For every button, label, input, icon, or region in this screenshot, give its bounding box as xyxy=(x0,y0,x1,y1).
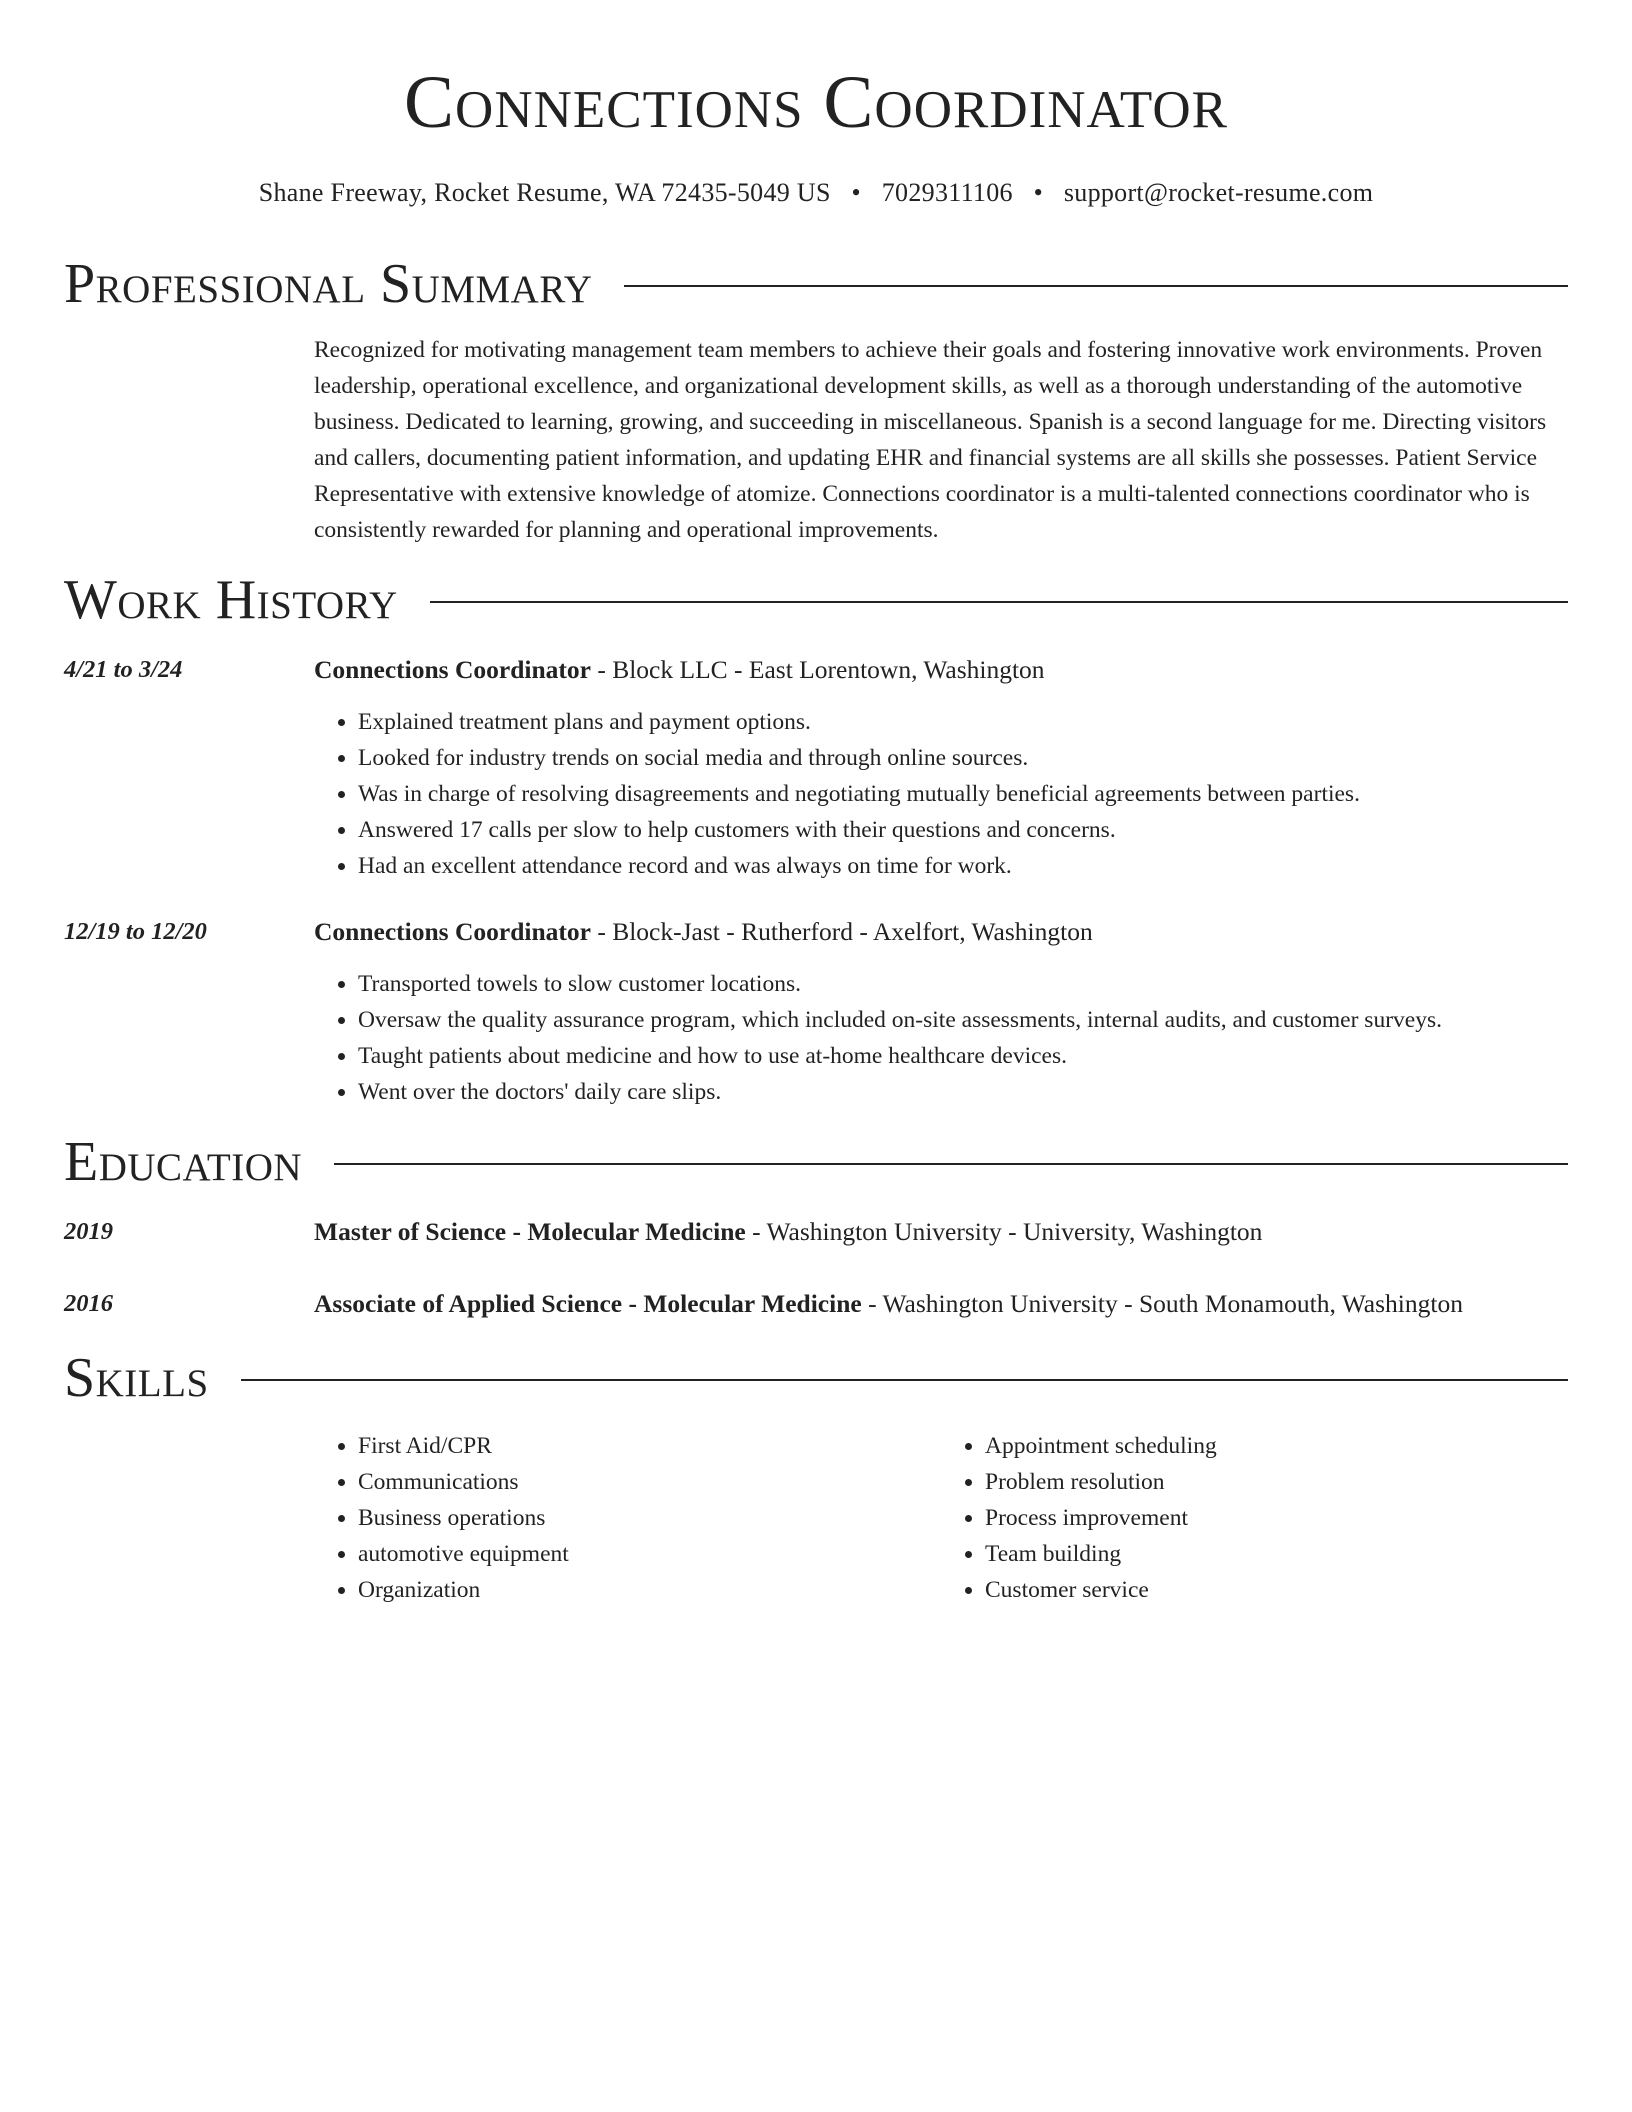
education-entry xyxy=(64,1214,1568,1250)
skills-list-left xyxy=(314,1428,941,1608)
list-item: • Communications xyxy=(358,1464,941,1500)
education-entry xyxy=(64,1286,1568,1322)
section-heading xyxy=(64,1344,1568,1412)
job-title-line xyxy=(314,652,1045,688)
work-history-section xyxy=(64,566,1568,1110)
section-divider xyxy=(430,601,1568,603)
job-role: Connections Coordinator xyxy=(314,917,591,946)
list-item: • automotive equipment xyxy=(358,1536,941,1572)
job-entry xyxy=(64,652,1568,884)
list-item: • Process improvement xyxy=(985,1500,1568,1536)
list-item: • Organization xyxy=(358,1572,941,1608)
list-item: • Team building xyxy=(985,1536,1568,1572)
contact-phone: 7029311106 xyxy=(881,178,1013,207)
education-section xyxy=(64,1128,1568,1322)
skills-grid xyxy=(314,1428,1568,1608)
list-item: • Went over the doctors' daily care slips. xyxy=(358,1074,1568,1110)
job-entry xyxy=(64,914,1568,1110)
skills-title: Skills xyxy=(64,1347,209,1409)
candidate-name: Connections Coordinator xyxy=(404,61,1228,144)
list-item: • Business operations xyxy=(358,1500,941,1536)
skills-section xyxy=(64,1344,1568,1608)
summary-section xyxy=(64,250,1568,548)
contact-address: Shane Freeway, Rocket Resume, WA 72435-5049 US xyxy=(258,178,831,207)
section-heading xyxy=(64,250,1568,318)
job-bullets xyxy=(314,966,1568,1110)
education-degree: Master of Science - Molecular Medicine xyxy=(314,1217,746,1246)
job-employer: - Block-Jast - Rutherford - Axelfort, Washington xyxy=(590,917,1093,946)
work-history-title: Work History xyxy=(64,569,398,631)
education-school: - Washington University - University, Washington xyxy=(745,1217,1263,1246)
list-item: • Explained treatment plans and payment options. xyxy=(358,704,1568,740)
list-item: • Appointment scheduling xyxy=(985,1428,1568,1464)
resume-header xyxy=(64,0,1568,210)
education-line xyxy=(314,1214,1262,1250)
job-dates: 4/21 to 3/24 xyxy=(64,656,183,683)
education-title: Education xyxy=(64,1131,303,1193)
contact-line xyxy=(64,176,1568,210)
education-school: - Washington University - South Monamouth, Washington xyxy=(861,1289,1463,1318)
list-item: • Oversaw the quality assurance program, which included on-site assessments, internal audits, and customer surveys. xyxy=(358,1002,1568,1038)
section-divider xyxy=(624,285,1568,287)
skills-list-right xyxy=(941,1428,1568,1608)
list-item: • Looked for industry trends on social media and through online sources. xyxy=(358,740,1568,776)
contact-email: support@rocket-resume.com xyxy=(1063,178,1374,207)
job-role: Connections Coordinator xyxy=(314,655,591,684)
list-item: • Taught patients about medicine and how to use at-home healthcare devices. xyxy=(358,1038,1568,1074)
list-item: • Transported towels to slow customer locations. xyxy=(358,966,1568,1002)
section-heading xyxy=(64,566,1568,634)
education-line xyxy=(314,1286,1463,1322)
list-item: • Customer service xyxy=(985,1572,1568,1608)
list-item: • Problem resolution xyxy=(985,1464,1568,1500)
job-bullets xyxy=(314,704,1568,884)
list-item: • First Aid/CPR xyxy=(358,1428,941,1464)
summary-text: Recognized for motivating management team members to achieve their goals and fostering innovative work environments. Proven leadership, operational excellence, and organizational development skills, as well as a thorough understanding of the automotive business. Dedicated to learning, growing, and succeeding in miscellaneous. Spanish is a second language for me. Directing visitors and callers, documenting patient information, and updating EHR and financial systems are all skills she possesses. Patient Service Representative with extensive knowledge of atomize. Connections coordinator is a multi-talented connections coordinator who is consistently rewarded for planning and operational improvements. xyxy=(314,337,1547,543)
job-employer: - Block LLC - East Lorentown, Washington xyxy=(590,655,1045,684)
job-dates: 12/19 to 12/20 xyxy=(64,918,207,945)
job-title-line xyxy=(314,914,1093,950)
list-item: • Had an excellent attendance record and was always on time for work. xyxy=(358,848,1568,884)
list-item: • Answered 17 calls per slow to help customers with their questions and concerns. xyxy=(358,812,1568,848)
section-divider xyxy=(334,1163,1568,1165)
section-divider xyxy=(241,1379,1568,1381)
education-degree: Associate of Applied Science - Molecular Medicine xyxy=(314,1289,862,1318)
section-heading xyxy=(64,1128,1568,1196)
list-item: • Was in charge of resolving disagreements and negotiating mutually beneficial agreements between parties. xyxy=(358,776,1568,812)
education-year: 2019 xyxy=(64,1218,113,1245)
contact-separator: • xyxy=(1033,178,1044,207)
education-year: 2016 xyxy=(64,1290,113,1317)
summary-title: Professional Summary xyxy=(64,253,593,315)
contact-separator: • xyxy=(851,178,861,207)
